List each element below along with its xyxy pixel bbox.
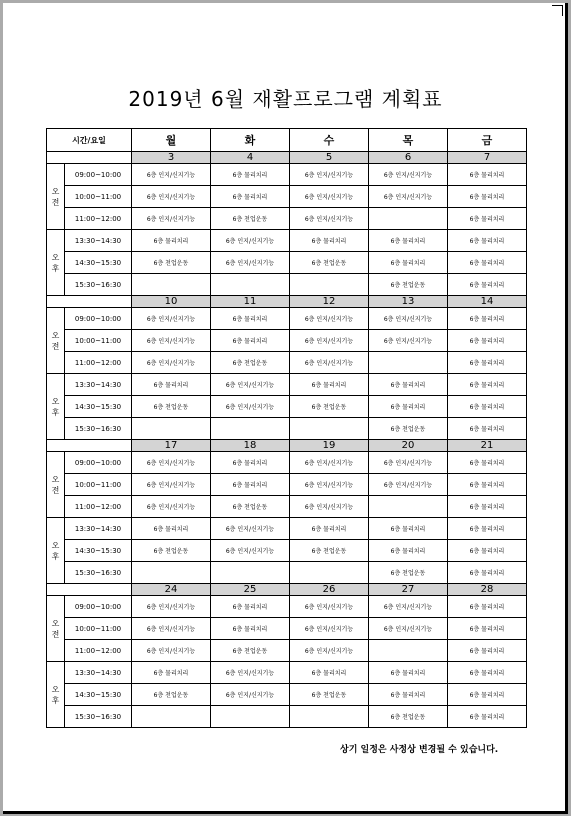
header-tuesday: 화 [211, 129, 290, 152]
program-cell: 6층 인지/신지기능 [132, 452, 211, 474]
date-row-blank [47, 296, 132, 308]
program-cell: 6층 물리치리 [448, 374, 527, 396]
program-cell: 6층 물리치리 [290, 518, 369, 540]
program-cell: 6층 천업운동 [290, 540, 369, 562]
program-cell: 6층 인지/신지기능 [211, 662, 290, 684]
date-row-blank [47, 584, 132, 596]
program-cell: 6층 인지/신지기능 [290, 164, 369, 186]
time-slot: 15:30~16:30 [65, 562, 132, 584]
period-text: 오 전 [51, 618, 60, 639]
date-row-blank [47, 440, 132, 452]
period-label [47, 374, 65, 440]
program-cell: 6층 물리치리 [211, 596, 290, 618]
schedule-row [47, 230, 527, 252]
schedule-row [47, 474, 527, 496]
program-cell: 6층 물리치리 [369, 684, 448, 706]
time-slot: 14:30~15:30 [65, 252, 132, 274]
program-cell: 6층 인지/신지기능 [290, 352, 369, 374]
time-slot: 15:30~16:30 [65, 418, 132, 440]
schedule-row [47, 374, 527, 396]
program-cell: 6층 천업운동 [290, 252, 369, 274]
program-cell: 6층 인지/신지기능 [211, 518, 290, 540]
time-slot: 11:00~12:00 [65, 208, 132, 230]
program-cell: 6층 인지/신지기능 [290, 640, 369, 662]
date-row-blank [47, 152, 132, 164]
schedule-row [47, 396, 527, 418]
program-cell: 6층 물리치리 [448, 452, 527, 474]
program-cell: 6층 물리치리 [211, 618, 290, 640]
schedule-row [47, 186, 527, 208]
program-cell: 6층 물리치리 [448, 496, 527, 518]
time-slot: 15:30~16:30 [65, 274, 132, 296]
date-row [47, 296, 527, 308]
program-cell: 6층 천업운동 [132, 684, 211, 706]
period-text: 오 전 [51, 474, 60, 495]
time-slot: 09:00~10:00 [65, 164, 132, 186]
date-cell: 13 [369, 296, 448, 308]
program-cell: 6층 물리치리 [448, 684, 527, 706]
period-label [47, 308, 65, 374]
program-cell: 6층 인지/신지기능 [211, 252, 290, 274]
program-cell: 6층 물리치리 [448, 186, 527, 208]
program-cell [290, 274, 369, 296]
program-cell: 6층 물리치리 [448, 540, 527, 562]
schedule-row [47, 618, 527, 640]
program-cell: 6층 물리치리 [448, 640, 527, 662]
header-row [47, 129, 527, 152]
program-cell: 6층 인지/신지기능 [132, 496, 211, 518]
program-cell: 6층 인지/신지기능 [369, 164, 448, 186]
page-title: 2019년 6월 재활프로그램 계획표 [128, 87, 443, 111]
schedule-row [47, 274, 527, 296]
program-cell: 6층 인지/신지기능 [132, 640, 211, 662]
program-cell [211, 274, 290, 296]
program-cell: 6층 물리치리 [369, 230, 448, 252]
date-cell: 28 [448, 584, 527, 596]
time-slot: 14:30~15:30 [65, 684, 132, 706]
period-text: 오 후 [51, 540, 60, 561]
program-cell [369, 352, 448, 374]
program-cell: 6층 물리치리 [448, 208, 527, 230]
program-cell [290, 418, 369, 440]
time-slot: 10:00~11:00 [65, 618, 132, 640]
date-cell: 18 [211, 440, 290, 452]
date-cell: 3 [132, 152, 211, 164]
period-text: 오 후 [51, 252, 60, 273]
schedule-row [47, 596, 527, 618]
program-cell [369, 208, 448, 230]
program-cell: 6층 인지/신지기능 [211, 396, 290, 418]
date-cell: 12 [290, 296, 369, 308]
program-cell: 6층 천업운동 [369, 706, 448, 728]
program-cell: 6층 물리치리 [132, 374, 211, 396]
time-slot: 11:00~12:00 [65, 496, 132, 518]
program-cell: 6층 물리치리 [448, 618, 527, 640]
program-cell: 6층 천업운동 [211, 640, 290, 662]
program-cell: 6층 인지/신지기능 [132, 308, 211, 330]
program-cell: 6층 물리치리 [448, 330, 527, 352]
time-slot: 09:00~10:00 [65, 308, 132, 330]
time-slot: 14:30~15:30 [65, 540, 132, 562]
program-cell: 6층 물리치리 [448, 308, 527, 330]
date-cell: 10 [132, 296, 211, 308]
program-cell [369, 640, 448, 662]
program-cell: 6층 물리치리 [448, 230, 527, 252]
period-text: 오 전 [51, 186, 60, 207]
schedule-row [47, 452, 527, 474]
program-cell [211, 562, 290, 584]
program-cell: 6층 인지/신지기능 [290, 208, 369, 230]
header-thursday: 목 [369, 129, 448, 152]
program-cell: 6층 천업운동 [211, 352, 290, 374]
program-cell: 6층 인지/신지기능 [369, 330, 448, 352]
program-cell [290, 706, 369, 728]
program-cell: 6층 인지/신지기능 [132, 618, 211, 640]
date-cell: 20 [369, 440, 448, 452]
time-slot: 09:00~10:00 [65, 596, 132, 618]
program-cell: 6층 인지/신지기능 [290, 186, 369, 208]
program-cell: 6층 인지/신지기능 [290, 596, 369, 618]
date-row [47, 440, 527, 452]
date-cell: 7 [448, 152, 527, 164]
program-cell: 6층 물리치리 [211, 330, 290, 352]
period-label [47, 596, 65, 662]
schedule-row [47, 352, 527, 374]
program-cell: 6층 인지/신지기능 [290, 618, 369, 640]
program-cell: 6층 천업운동 [211, 496, 290, 518]
program-cell: 6층 천업운동 [211, 208, 290, 230]
date-cell: 11 [211, 296, 290, 308]
program-cell: 6층 물리치리 [448, 352, 527, 374]
program-cell: 6층 인지/신지기능 [132, 208, 211, 230]
period-label [47, 164, 65, 230]
program-cell: 6층 물리치리 [211, 164, 290, 186]
program-cell: 6층 물리치리 [448, 596, 527, 618]
program-cell: 6층 물리치리 [369, 662, 448, 684]
program-cell: 6층 인지/신지기능 [290, 496, 369, 518]
program-cell: 6층 천업운동 [132, 252, 211, 274]
date-cell: 4 [211, 152, 290, 164]
program-cell: 6층 천업운동 [369, 418, 448, 440]
program-cell: 6층 물리치리 [132, 518, 211, 540]
program-cell: 6층 물리치리 [448, 562, 527, 584]
program-cell: 6층 인지/신지기능 [211, 374, 290, 396]
program-cell: 6층 물리치리 [369, 374, 448, 396]
program-cell [132, 274, 211, 296]
program-cell: 6층 인지/신지기능 [369, 308, 448, 330]
date-row [47, 584, 527, 596]
program-cell: 6층 물리치리 [448, 474, 527, 496]
date-row [47, 152, 527, 164]
period-label [47, 662, 65, 728]
date-cell: 26 [290, 584, 369, 596]
program-cell: 6층 인지/신지기능 [211, 230, 290, 252]
program-cell [290, 562, 369, 584]
period-text: 오 후 [51, 684, 60, 705]
program-cell: 6층 인지/신지기능 [369, 474, 448, 496]
program-cell: 6층 물리치리 [290, 230, 369, 252]
period-label [47, 230, 65, 296]
footer-note: 상기 일정은 사정상 변경될 수 있습니다. [340, 745, 499, 755]
date-cell: 21 [448, 440, 527, 452]
period-label [47, 452, 65, 518]
program-cell: 6층 천업운동 [290, 396, 369, 418]
program-cell: 6층 인지/신지기능 [132, 596, 211, 618]
header-friday: 금 [448, 129, 527, 152]
period-text: 오 전 [51, 330, 60, 351]
schedule-row [47, 330, 527, 352]
period-label [47, 518, 65, 584]
time-slot: 13:30~14:30 [65, 518, 132, 540]
program-cell: 6층 물리치리 [290, 662, 369, 684]
program-cell: 6층 인지/신지기능 [369, 596, 448, 618]
program-cell [211, 706, 290, 728]
program-cell: 6층 인지/신지기능 [211, 540, 290, 562]
schedule-row [47, 164, 527, 186]
program-cell [369, 496, 448, 518]
program-cell: 6층 물리치리 [211, 186, 290, 208]
schedule-row [47, 684, 527, 706]
time-slot: 10:00~11:00 [65, 474, 132, 496]
time-slot: 10:00~11:00 [65, 186, 132, 208]
date-cell: 6 [369, 152, 448, 164]
program-cell: 6층 인지/신지기능 [290, 452, 369, 474]
program-cell: 6층 천업운동 [132, 396, 211, 418]
program-cell: 6층 물리치리 [369, 396, 448, 418]
program-cell: 6층 물리치리 [211, 308, 290, 330]
program-cell [132, 706, 211, 728]
schedule-row [47, 308, 527, 330]
program-cell: 6층 인지/신지기능 [132, 330, 211, 352]
time-slot: 11:00~12:00 [65, 640, 132, 662]
program-cell: 6층 인지/신지기능 [132, 474, 211, 496]
program-cell: 6층 인지/신지기능 [132, 164, 211, 186]
header-monday: 월 [132, 129, 211, 152]
time-slot: 15:30~16:30 [65, 706, 132, 728]
program-cell: 6층 물리치리 [369, 540, 448, 562]
date-cell: 19 [290, 440, 369, 452]
program-cell: 6층 물리치리 [448, 662, 527, 684]
program-cell [211, 418, 290, 440]
time-slot: 10:00~11:00 [65, 330, 132, 352]
program-cell: 6층 물리치리 [132, 230, 211, 252]
date-cell: 25 [211, 584, 290, 596]
schedule-row [47, 208, 527, 230]
date-cell: 14 [448, 296, 527, 308]
program-cell: 6층 물리치리 [211, 474, 290, 496]
program-cell: 6층 물리치리 [290, 374, 369, 396]
program-cell: 6층 인지/신지기능 [132, 186, 211, 208]
time-slot: 13:30~14:30 [65, 230, 132, 252]
program-cell: 6층 인지/신지기능 [369, 452, 448, 474]
schedule-row [47, 496, 527, 518]
header-time-day: 시간/요일 [47, 129, 132, 152]
date-cell: 27 [369, 584, 448, 596]
program-cell: 6층 천업운동 [290, 684, 369, 706]
program-cell: 6층 인지/신지기능 [290, 308, 369, 330]
schedule-row [47, 662, 527, 684]
time-slot: 09:00~10:00 [65, 452, 132, 474]
schedule-row [47, 540, 527, 562]
program-cell: 6층 인지/신지기능 [369, 618, 448, 640]
period-text: 오 후 [51, 396, 60, 417]
program-cell: 6층 천업운동 [369, 562, 448, 584]
time-slot: 11:00~12:00 [65, 352, 132, 374]
program-cell: 6층 인지/신지기능 [369, 186, 448, 208]
program-cell: 6층 물리치리 [448, 252, 527, 274]
program-cell: 6층 물리치리 [448, 518, 527, 540]
program-cell: 6층 물리치리 [132, 662, 211, 684]
schedule-row [47, 562, 527, 584]
program-cell: 6층 인지/신지기능 [211, 684, 290, 706]
program-cell: 6층 물리치리 [448, 164, 527, 186]
program-cell: 6층 물리치리 [448, 396, 527, 418]
program-cell: 6층 물리치리 [448, 418, 527, 440]
program-cell: 6층 물리치리 [211, 452, 290, 474]
time-slot: 14:30~15:30 [65, 396, 132, 418]
program-cell: 6층 물리치리 [369, 252, 448, 274]
program-cell: 6층 물리치리 [448, 274, 527, 296]
date-cell: 5 [290, 152, 369, 164]
program-cell: 6층 물리치리 [369, 518, 448, 540]
page-corner-mark [552, 5, 563, 16]
program-cell: 6층 인지/신지기능 [290, 330, 369, 352]
program-cell: 6층 물리치리 [448, 706, 527, 728]
program-cell: 6층 천업운동 [369, 274, 448, 296]
time-slot: 13:30~14:30 [65, 374, 132, 396]
date-cell: 17 [132, 440, 211, 452]
schedule-row [47, 252, 527, 274]
schedule-row [47, 640, 527, 662]
program-cell: 6층 인지/신지기능 [132, 352, 211, 374]
program-cell [132, 562, 211, 584]
schedule-row [47, 518, 527, 540]
program-cell: 6층 천업운동 [132, 540, 211, 562]
program-cell [132, 418, 211, 440]
schedule-row [47, 418, 527, 440]
time-slot: 13:30~14:30 [65, 662, 132, 684]
header-wednesday: 수 [290, 129, 369, 152]
schedule-table [46, 128, 527, 728]
program-cell: 6층 인지/신지기능 [290, 474, 369, 496]
schedule-row [47, 706, 527, 728]
date-cell: 24 [132, 584, 211, 596]
